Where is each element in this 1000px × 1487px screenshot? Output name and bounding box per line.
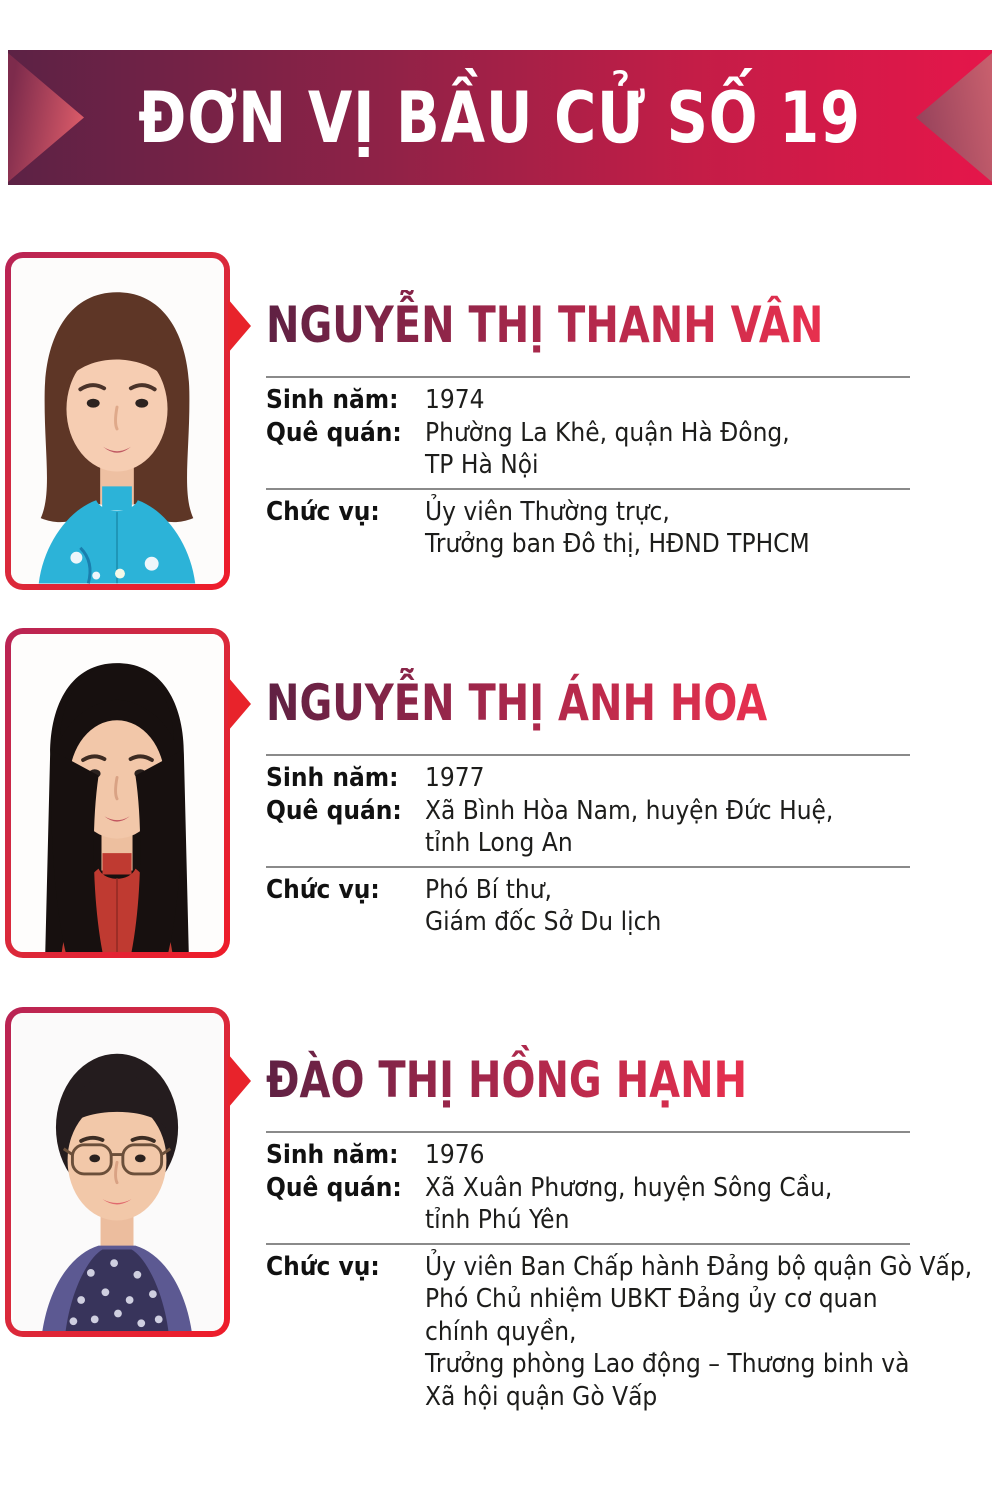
candidate-position-rows — [266, 1251, 990, 1414]
portrait-woman-glasses-floral-blouse-icon — [11, 1013, 224, 1331]
separator — [266, 754, 910, 756]
separator — [266, 376, 910, 378]
name-pointer-arrow-icon — [228, 1054, 251, 1108]
separator — [266, 866, 910, 868]
hometown-line: TP Hà Nội — [425, 450, 539, 480]
position-line: Ủy viên Thường trực, — [425, 496, 670, 527]
hometown-label: Quê quán: — [266, 795, 402, 826]
name-pointer-arrow-icon — [228, 677, 251, 731]
position-line: Xã hội quận Gò Vấp — [425, 1381, 658, 1412]
hometown-line: tỉnh Phú Yên — [425, 1205, 570, 1235]
hometown-label: Quê quán: — [266, 1172, 402, 1203]
candidate-position-rows — [266, 496, 990, 561]
page-title — [8, 50, 992, 185]
birth-year-label: Sinh năm: — [266, 385, 399, 415]
birth-year-value: 1974 — [425, 385, 485, 415]
separator — [266, 1243, 910, 1245]
page-title-text: ĐƠN VỊ BẦU CỬ SỐ 19 — [138, 76, 862, 159]
candidate-photo-frame — [5, 252, 230, 590]
candidate-name: NGUYỄN THỊ THANH VÂN — [266, 290, 990, 372]
hometown-label: Quê quán: — [266, 417, 402, 448]
separator — [266, 1131, 910, 1133]
position-label: Chức vụ: — [266, 1251, 380, 1282]
candidate-position-rows — [266, 874, 990, 939]
candidate-name: NGUYỄN THỊ ÁNH HOA — [266, 668, 990, 750]
hometown-value — [425, 795, 990, 860]
separator — [266, 488, 910, 490]
hometown-line: Xã Xuân Phương, huyện Sông Cầu, — [425, 1172, 833, 1203]
candidate-photo-frame — [5, 1007, 230, 1337]
name-pointer-arrow-icon — [228, 299, 251, 353]
hometown-line: Phường La Khê, quận Hà Đông, — [425, 417, 790, 448]
candidate-info — [266, 290, 990, 561]
header-ribbon — [8, 50, 992, 185]
position-label: Chức vụ: — [266, 874, 380, 905]
candidate-photo — [11, 1013, 224, 1331]
position-line: chính quyền, — [425, 1316, 577, 1347]
portrait-woman-blue-ao-dai-icon — [11, 258, 224, 584]
position-line: Trưởng ban Đô thị, HĐND TPHCM — [425, 529, 810, 559]
birth-year-value: 1977 — [425, 763, 485, 793]
position-label: Chức vụ: — [266, 496, 380, 527]
position-line: Giám đốc Sở Du lịch — [425, 907, 662, 937]
candidate-bio-rows — [266, 762, 990, 860]
candidate-info — [266, 1045, 990, 1413]
portrait-woman-red-ao-dai-icon — [11, 634, 224, 952]
candidate-name: ĐÀO THỊ HỒNG HẠNH — [266, 1045, 990, 1127]
birth-year-value: 1976 — [425, 1140, 485, 1170]
position-value — [425, 1251, 990, 1414]
hometown-value — [425, 1172, 990, 1237]
candidate-photo — [11, 258, 224, 584]
position-value — [425, 874, 990, 939]
candidate-bio-rows — [266, 384, 990, 482]
candidate-photo-frame — [5, 628, 230, 958]
candidate-info — [266, 668, 990, 939]
candidate-photo — [11, 634, 224, 952]
position-line: Phó Bí thư, — [425, 874, 552, 905]
candidate-bio-rows — [266, 1139, 990, 1237]
birth-year-label: Sinh năm: — [266, 1140, 399, 1170]
position-line: Ủy viên Ban Chấp hành Đảng bộ quận Gò Vấp, — [425, 1251, 973, 1282]
position-line: Trưởng phòng Lao động – Thương binh và — [425, 1349, 910, 1379]
birth-year-label: Sinh năm: — [266, 763, 399, 793]
hometown-line: tỉnh Long An — [425, 828, 573, 858]
hometown-line: Xã Bình Hòa Nam, huyện Đức Huệ, — [425, 795, 834, 826]
hometown-value — [425, 417, 990, 482]
position-value — [425, 496, 990, 561]
position-line: Phó Chủ nhiệm UBKT Đảng ủy cơ quan — [425, 1284, 878, 1314]
